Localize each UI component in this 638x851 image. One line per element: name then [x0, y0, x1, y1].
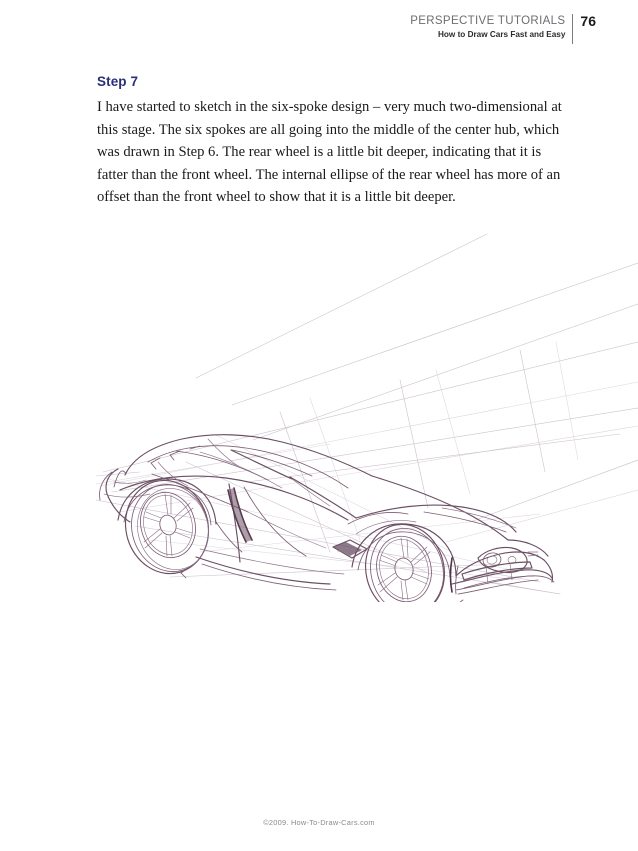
page-content [97, 74, 573, 209]
header-subtitle: How to Draw Cars Fast and Easy [438, 30, 566, 39]
rear-wheel-assembly [115, 471, 220, 584]
page-number: 76 [580, 13, 596, 29]
page-header [410, 14, 596, 44]
step-description: I have started to sketch in the six-spoke design – very much two-dimensional at this stage. The six spokes are all going into the middle of the center hub, which was drawn in Step 6. The rear wheel is a little bit deeper, indicating that it is fatter than the front wheel. The internal ellipse of the rear wheel has more of an offset than the front wheel to show that it is a little bit deeper. [97, 99, 562, 206]
car-body-outline [114, 435, 516, 540]
perspective-construction-lines [96, 234, 638, 594]
step-heading: Step 7 [97, 74, 139, 89]
rear-wheel-spokes [144, 494, 193, 556]
roof-detail-marks [151, 446, 200, 469]
page-footer [0, 812, 638, 830]
car-sketch-illustration [0, 222, 638, 602]
header-title: PERSPECTIVE TUTORIALS [410, 15, 566, 27]
rear-side-vent [228, 488, 252, 542]
header-titles [410, 14, 572, 41]
copyright-text: ©2009. How-To-Draw-Cars.com [263, 818, 375, 827]
car-sketch-svg [0, 222, 638, 602]
front-wheel-assembly [352, 516, 456, 602]
